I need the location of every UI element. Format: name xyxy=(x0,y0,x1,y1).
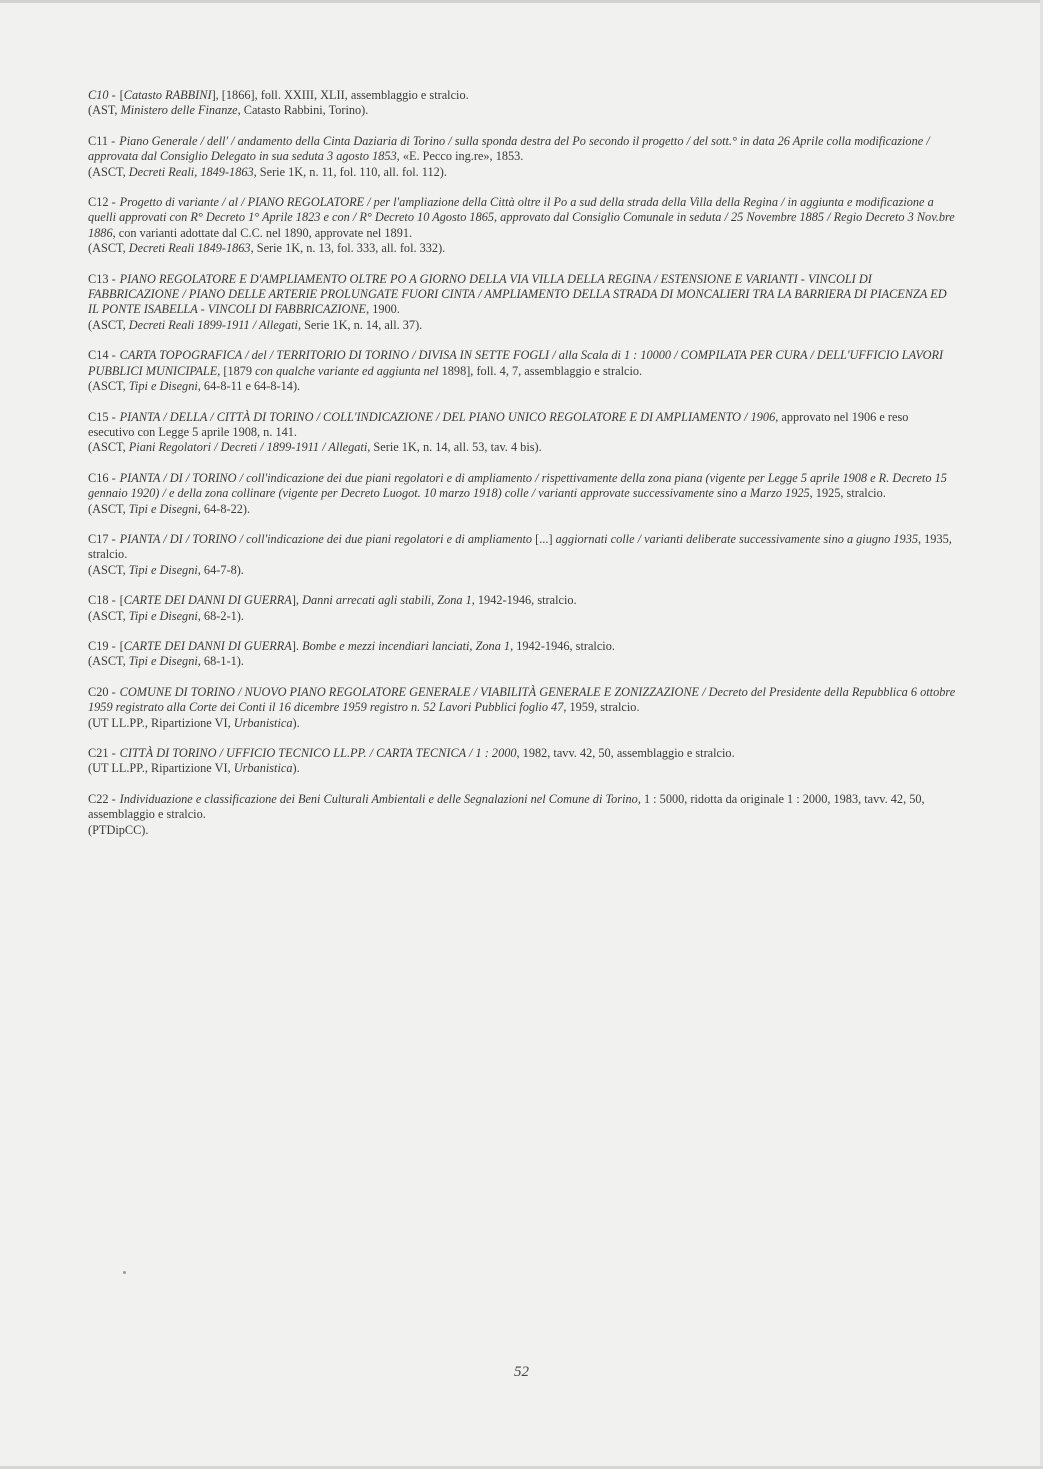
caption-source xyxy=(88,761,956,776)
caption-id: C15 - xyxy=(88,409,116,424)
caption-title-text: aggiornati colle / varianti deliberate successivamente sino a giugno 1935 xyxy=(555,531,918,546)
caption-entry xyxy=(88,639,956,670)
source-text: (ASCT, xyxy=(88,379,129,394)
caption-source xyxy=(88,716,956,731)
source-text: , Serie 1K, n. 11, fol. 110, all. fol. 112). xyxy=(253,164,447,179)
caption-description xyxy=(88,532,956,563)
caption-title-text: Piano Generale / dell' / andamento della Cinta Daziaria di Torino / sulla sponda destra del Po secondo il progetto / del sott.° in data 26 Aprile colla modificazione / approvata dal Consiglio Delegato in sua seduta 3 agosto 1853 xyxy=(88,133,930,164)
caption-title-text: CARTE DEI DANNI DI GUERRA xyxy=(123,593,292,608)
source-text: , Serie 1K, n. 14, all. 53, tav. 4 bis). xyxy=(367,440,542,455)
source-text: (UT LL.PP., Ripartizione VI, xyxy=(88,715,234,730)
caption-description xyxy=(88,792,956,823)
caption-description xyxy=(88,410,956,441)
caption-id: C10 - xyxy=(88,88,116,102)
caption-description xyxy=(88,746,956,761)
caption-title-text: con qualche variante ed aggiunta nel xyxy=(255,363,439,378)
caption-entry xyxy=(88,746,956,777)
source-text: (ASCT, xyxy=(88,501,129,516)
source-text: , Catasto Rabbini, Torino). xyxy=(237,103,369,118)
caption-id: C16 - xyxy=(88,470,116,485)
speck-mark xyxy=(123,1271,126,1274)
caption-text: , 1982, tavv. 42, 50, assemblaggio e stralcio. xyxy=(516,746,735,760)
caption-description xyxy=(88,134,956,165)
source-series-text: Tipi e Disegni xyxy=(128,379,198,394)
source-text: , 64-8-22). xyxy=(197,501,251,516)
top-border-line xyxy=(0,0,1043,3)
source-text: ). xyxy=(292,761,300,776)
caption-title-text: PIANTA / DI / TORINO / coll'indicazione dei due piani regolatori e di ampliamento xyxy=(119,531,533,546)
caption-entry xyxy=(88,134,956,180)
caption-entry xyxy=(88,348,956,394)
caption-description xyxy=(88,195,956,241)
source-series-text: Piani Regolatori / Decreti / 1899-1911 / Allegati xyxy=(128,440,368,455)
caption-list xyxy=(88,88,956,853)
caption-title-text: CITTÀ DI TORINO / UFFICIO TECNICO LL.PP. / CARTA TECNICA / 1 : 2000 xyxy=(119,746,517,760)
caption-id: C17 - xyxy=(88,531,116,546)
source-series-text: Decreti Reali 1849-1863 xyxy=(128,241,251,256)
source-text: (ASCT, xyxy=(88,654,129,669)
caption-entry xyxy=(88,272,956,334)
caption-title-text: CARTA TOPOGRAFICA / del / TERRITORIO DI TORINO / DIVISA IN SETTE FOGLI / alla Scala di 1 : 10000 / COMPILATA PER CURA / DELL'UFFICIO LAVORI PUBBLICI MUNICIPALE xyxy=(88,348,944,378)
caption-description xyxy=(88,685,956,716)
caption-source xyxy=(88,502,956,517)
caption-entry xyxy=(88,410,956,456)
caption-entry xyxy=(88,532,956,578)
source-text: , 68-2-1). xyxy=(197,608,244,623)
page-number: 52 xyxy=(514,1364,529,1380)
source-text: , 68-1-1). xyxy=(197,654,244,669)
caption-title-text: CARTE DEI DANNI DI GUERRA xyxy=(123,638,292,653)
caption-source xyxy=(88,654,956,669)
caption-id: C12 - xyxy=(88,195,116,210)
source-text: (AST, xyxy=(88,103,121,118)
source-text: (ASCT, xyxy=(88,440,129,455)
caption-text: , approvato nel 1906 e reso esecutivo con Legge 5 aprile 1908, n. 141. xyxy=(88,409,909,439)
caption-text: , 1942-1946, stralcio. xyxy=(471,593,577,608)
source-series-text: Tipi e Disegni xyxy=(128,562,198,577)
caption-source xyxy=(88,440,956,455)
caption-text: [ xyxy=(119,638,124,653)
caption-description xyxy=(88,88,956,103)
caption-description xyxy=(88,639,956,654)
caption-text: , 1942-1946, stralcio. xyxy=(510,638,615,653)
caption-description xyxy=(88,272,956,318)
caption-text: , con varianti adottate dal C.C. nel 1890, approvate nel 1891. xyxy=(112,225,413,240)
caption-source xyxy=(88,165,956,180)
caption-id: C11 - xyxy=(88,133,116,148)
caption-source xyxy=(88,103,956,118)
source-text: (ASCT, xyxy=(88,164,129,179)
caption-id: C21 - xyxy=(88,746,116,760)
source-text: , 64-7-8). xyxy=(197,562,244,577)
caption-text: [...] xyxy=(532,531,556,546)
caption-text: [ xyxy=(119,593,124,608)
caption-text: , 1900. xyxy=(366,302,400,317)
caption-text: ], xyxy=(291,593,303,608)
caption-text: , 1925, stralcio. xyxy=(809,486,886,501)
caption-source xyxy=(88,318,956,333)
source-text: (ASCT, xyxy=(88,241,129,256)
caption-text: , 1 : 5000, ridotta da originale 1 : 2000, 1983, tavv. 42, 50, assemblaggio e stralcio. xyxy=(88,791,925,822)
caption-text: , [1879 xyxy=(217,363,256,378)
source-text: (ASCT, xyxy=(88,317,129,332)
caption-text: [ xyxy=(119,88,124,102)
caption-text: , 1959, stralcio. xyxy=(563,700,640,715)
caption-title-text: PIANTA / DELLA / CITTÀ DI TORINO / COLL'INDICAZIONE / DEL PIANO UNICO REGOLATORE E DI AMPLIAMENTO / 1906 xyxy=(119,409,776,424)
caption-entry xyxy=(88,792,956,838)
source-series-text: Tipi e Disegni xyxy=(128,608,198,623)
source-text: , 64-8-11 e 64-8-14). xyxy=(197,379,301,394)
caption-description xyxy=(88,593,956,608)
source-text: (ASCT, xyxy=(88,562,129,577)
caption-title-text: COMUNE DI TORINO / NUOVO PIANO REGOLATORE GENERALE / VIABILITÀ GENERALE E ZONIZZAZIONE / Decreto del Presidente della Repubblica 6 ottobre 1959 registrato alla Corte dei Conti il 16 dicembre 1959 registro n. 52 Lavori Pubblici foglio 47 xyxy=(88,684,956,715)
source-series-text: Urbanistica xyxy=(233,715,293,730)
caption-id: C19 - xyxy=(88,638,116,653)
caption-text: ], [1866], foll. XXIII, XLII, assemblaggio e stralcio. xyxy=(211,88,469,102)
caption-entry xyxy=(88,471,956,517)
source-series-text: Ministero delle Finanze xyxy=(120,103,238,118)
caption-id: C14 - xyxy=(88,348,116,363)
caption-source xyxy=(88,379,956,394)
caption-title-text: PIANTA / DI / TORINO / coll'indicazione dei due piani regolatori e di ampliamento / rispettivamente della zona piana (vigente per Legge 5 aprile 1908 e R. Decreto 15 gennaio 1920) / e della zona collinare (vigente per Decreto Luogot. 10 marzo 1918) colle / varianti approvate successivamente sino a Marzo 1925 xyxy=(88,470,947,501)
caption-source xyxy=(88,823,956,838)
caption-description xyxy=(88,471,956,502)
caption-text: ]. xyxy=(291,638,303,653)
caption-text: 1898], foll. 4, 7, assemblaggio e stralcio. xyxy=(438,363,643,378)
caption-title-text: Individuazione e classificazione dei Beni Culturali Ambientali e delle Segnalazioni nel Comune di Torino xyxy=(119,791,638,806)
source-text: ). xyxy=(292,715,300,730)
caption-title-text: Progetto di variante / al / PIANO REGOLATORE / per l'ampliazione della Città oltre il Po a sud della strada della Villa della Regina / in aggiunta e modificazione a quelli approvati con R° Decreto 1° Aprile 1823 e con / R° Decreto 10 Agosto 1865, approvato dal Consiglio Comunale in seduta / 25 Novembre 1885 / Regio Decreto 3 Nov.bre 1886 xyxy=(88,195,955,240)
caption-text: , 1935, stralcio. xyxy=(88,531,952,562)
caption-title-text: Danni arrecati agli stabili, Zona 1 xyxy=(302,593,472,608)
caption-id: C22 - xyxy=(88,791,116,806)
caption-title-text: PIANO REGOLATORE E D'AMPLIAMENTO OLTRE PO A GIORNO DELLA VIA VILLA DELLA REGINA / ESTENSIONE E VARIANTI - VINCOLI DI FABBRICAZIONE / PIANO DELLE ARTERIE PROLUNGATE FUORI CINTA / AMPLIAMENTO DELLA STRADA DI MONCALIERI TRA LA BARRIERA DI PIACENZA ED IL PONTE ISABELLA - VINCOLI DI FABBRICAZIONE xyxy=(88,271,947,317)
source-text: (ASCT, xyxy=(88,608,129,623)
caption-id: C20 - xyxy=(88,684,116,699)
source-series-text: Tipi e Disegni xyxy=(128,654,198,669)
caption-title-text: Catasto RABBINI xyxy=(123,88,212,102)
source-text: , Serie 1K, n. 13, fol. 333, all. fol. 332). xyxy=(250,241,446,256)
caption-source xyxy=(88,609,956,624)
source-series-text: Decreti Reali, 1849-1863 xyxy=(128,164,254,179)
source-text: (PTDipCC). xyxy=(88,822,149,837)
caption-entry xyxy=(88,593,956,624)
source-text: , Serie 1K, n. 14, all. 37). xyxy=(297,317,423,332)
caption-entry xyxy=(88,685,956,731)
caption-source xyxy=(88,241,956,256)
caption-entry xyxy=(88,195,956,257)
caption-entry xyxy=(88,88,956,119)
caption-title-text: Bombe e mezzi incendiari lanciati, Zona 1 xyxy=(302,638,511,653)
caption-description xyxy=(88,348,956,379)
caption-id: C18 - xyxy=(88,593,116,608)
caption-source xyxy=(88,563,956,578)
caption-id: C13 - xyxy=(88,271,116,286)
caption-text: , «E. Pecco ing.re», 1853. xyxy=(396,149,524,164)
source-text: (UT LL.PP., Ripartizione VI, xyxy=(88,761,234,776)
source-series-text: Tipi e Disegni xyxy=(128,501,198,516)
source-series-text: Urbanistica xyxy=(233,761,293,776)
source-series-text: Decreti Reali 1899-1911 / Allegati xyxy=(128,317,298,332)
